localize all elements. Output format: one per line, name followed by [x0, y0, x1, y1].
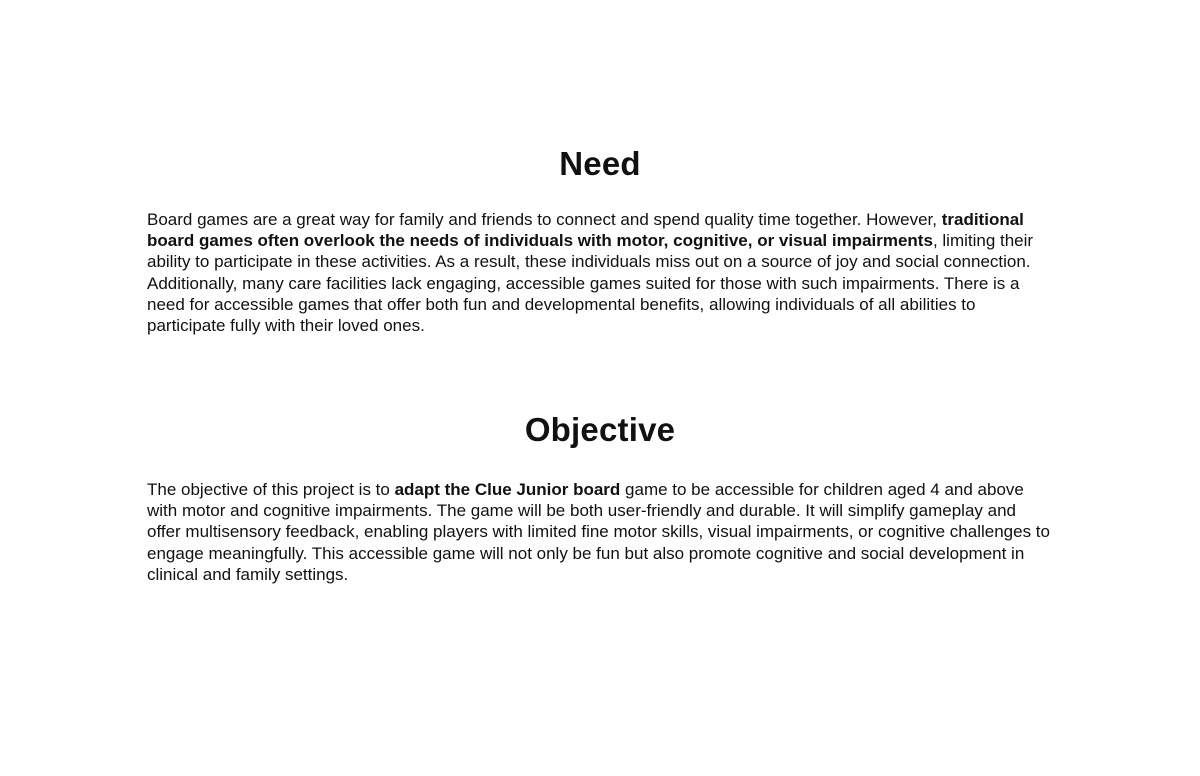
need-paragraph-text-end: , limiting their ability to participate in these activities. As a result, these individuals miss out on a source of joy and social connection. Additionally, many care facilities lack engaging, accessible games suited for those with such impairments. There is a need for accessible games that offer both fun and developmental benefits, allowing individuals of all abilities to participate fully with their loved ones. — [147, 231, 1034, 336]
objective-paragraph-text-end: game to be accessible for children aged 4 and above with motor and cognitive impairments. The game will be both user-friendly and durable. It will simplify gameplay and offer multisensory feedback, enabling players with limited fine motor skills, visual impairments, or cognitive challenges to engage meaningfully. This accessible game will not only be fun but also promote cognitive and social development in clinical and family settings. — [147, 480, 1050, 584]
objective-paragraph-text-start: The objective of this project is to — [147, 480, 395, 499]
objective-heading: Objective — [524, 411, 676, 448]
objective-paragraph-emphasis: adapt the Clue Junior board — [394, 480, 621, 499]
need-paragraph-text-start: Board games are a great way for family and friends to connect and spend quality time together. However, — [147, 210, 942, 229]
objective-paragraph — [147, 479, 1053, 585]
need-heading: Need — [559, 145, 641, 182]
objective-section — [147, 408, 1053, 585]
need-paragraph — [147, 209, 1053, 336]
need-section — [147, 142, 1053, 336]
need-paragraph-emphasis: traditional board games often overlook the needs of individuals with motor, cognitive, or visual impairments — [147, 210, 1024, 251]
